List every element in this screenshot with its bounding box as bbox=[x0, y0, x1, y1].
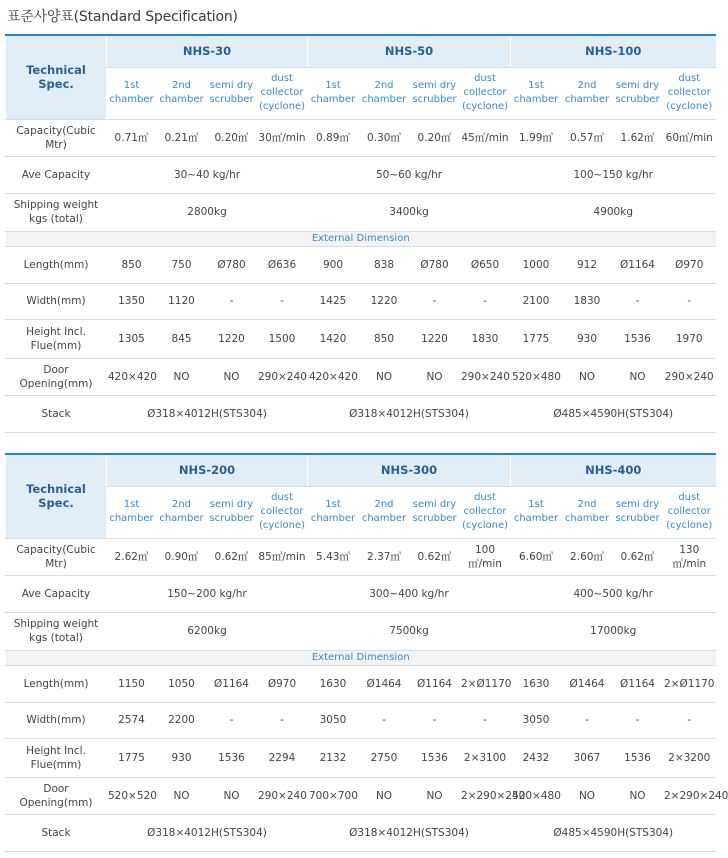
row-label: Height Incl. Flue(mm) bbox=[6, 319, 107, 358]
sub-header: 1st chamber bbox=[511, 67, 562, 119]
table-cell: Ø1164 bbox=[613, 246, 663, 283]
row-label: Shipping weight kgs (total) bbox=[6, 612, 107, 650]
table-cell: 300~400 kg/hr bbox=[308, 575, 511, 612]
table-row bbox=[6, 156, 716, 193]
table-cell: 2294 bbox=[257, 738, 308, 777]
sub-header: semi dry scrubber bbox=[410, 486, 460, 538]
table-cell: - bbox=[562, 702, 613, 738]
table-cell: - bbox=[257, 702, 308, 738]
sub-header: 1st chamber bbox=[107, 67, 157, 119]
table-cell: Ø636 bbox=[257, 246, 308, 283]
table-cell: 1305 bbox=[107, 319, 157, 358]
table-cell: 3067 bbox=[562, 738, 613, 777]
table-cell: Ø485×4590H(STS304) bbox=[511, 395, 716, 432]
table-cell: 520×480 bbox=[511, 777, 562, 814]
table-cell: 1350 bbox=[107, 283, 157, 319]
table-row bbox=[6, 246, 716, 283]
section-header: External Dimension bbox=[6, 650, 716, 665]
table-cell: 1830 bbox=[562, 283, 613, 319]
table-cell: 0.62㎥ bbox=[207, 538, 257, 575]
table-cell: Ø780 bbox=[207, 246, 257, 283]
table-cell: 2×Ø1170 bbox=[663, 665, 716, 702]
table-cell: 2×290×240 bbox=[460, 777, 511, 814]
sub-header: 2nd chamber bbox=[157, 486, 207, 538]
table-row bbox=[6, 575, 716, 612]
table-cell: 1425 bbox=[308, 283, 359, 319]
table-cell: 17000kg bbox=[511, 612, 716, 650]
table-cell: 130㎥/min bbox=[663, 538, 716, 575]
table-cell: 290×240 bbox=[257, 358, 308, 395]
table-cell: Ø1164 bbox=[207, 665, 257, 702]
table-cell: 30~40 kg/hr bbox=[107, 156, 308, 193]
table-cell: 1775 bbox=[107, 738, 157, 777]
table-cell: 2.62㎥ bbox=[107, 538, 157, 575]
sub-header: dust collector (cyclone) bbox=[257, 67, 308, 119]
table-cell: Ø970 bbox=[257, 665, 308, 702]
table-cell: - bbox=[460, 702, 511, 738]
table-cell: 838 bbox=[359, 246, 410, 283]
table-cell: 1.99㎥ bbox=[511, 119, 562, 156]
table-cell: - bbox=[663, 702, 716, 738]
table-cell: 1000 bbox=[511, 246, 562, 283]
table-row bbox=[6, 358, 716, 395]
table-cell: 150~200 kg/hr bbox=[107, 575, 308, 612]
table-cell: 845 bbox=[157, 319, 207, 358]
table-cell: 50~60 kg/hr bbox=[308, 156, 511, 193]
table-cell: - bbox=[410, 283, 460, 319]
table-cell: 0.21㎥ bbox=[157, 119, 207, 156]
table-row bbox=[6, 35, 716, 67]
table-row bbox=[6, 231, 716, 246]
table-cell: 3050 bbox=[511, 702, 562, 738]
table-row bbox=[6, 486, 716, 538]
table-cell: 520×520 bbox=[107, 777, 157, 814]
table-cell: NO bbox=[613, 777, 663, 814]
sub-header: 2nd chamber bbox=[359, 486, 410, 538]
table-cell: 2132 bbox=[308, 738, 359, 777]
table-cell: 290×240 bbox=[460, 358, 511, 395]
table-cell: - bbox=[663, 283, 716, 319]
sub-header: dust collector (cyclone) bbox=[663, 67, 716, 119]
table-cell: - bbox=[359, 702, 410, 738]
table-cell: 930 bbox=[562, 319, 613, 358]
table-row bbox=[6, 650, 716, 665]
sub-header: 2nd chamber bbox=[157, 67, 207, 119]
row-label: Door Opening(mm) bbox=[6, 358, 107, 395]
table-cell: 1220 bbox=[410, 319, 460, 358]
table-cell: 0.62㎥ bbox=[410, 538, 460, 575]
table-row bbox=[6, 612, 716, 650]
table-cell: - bbox=[613, 702, 663, 738]
table-cell: 1536 bbox=[207, 738, 257, 777]
table-cell: 0.90㎥ bbox=[157, 538, 207, 575]
table-row bbox=[6, 283, 716, 319]
table-cell: Ø1164 bbox=[613, 665, 663, 702]
table-cell: 30㎥/min bbox=[257, 119, 308, 156]
table-cell: 912 bbox=[562, 246, 613, 283]
table-cell: 2×3100 bbox=[460, 738, 511, 777]
table-cell: 100㎥/min bbox=[460, 538, 511, 575]
table-cell: NO bbox=[359, 358, 410, 395]
row-label: Width(mm) bbox=[6, 702, 107, 738]
spec-table bbox=[5, 34, 716, 433]
row-label: Capacity(Cubic Mtr) bbox=[6, 538, 107, 575]
table-cell: 0.30㎥ bbox=[359, 119, 410, 156]
sub-header: semi dry scrubber bbox=[207, 486, 257, 538]
table-cell: 1050 bbox=[157, 665, 207, 702]
spec-header: Technical Spec. bbox=[6, 454, 107, 538]
table-cell: 1536 bbox=[613, 319, 663, 358]
table-cell: - bbox=[613, 283, 663, 319]
sub-header: semi dry scrubber bbox=[613, 67, 663, 119]
table-cell: 3400kg bbox=[308, 193, 511, 231]
row-label: Stack bbox=[6, 395, 107, 432]
sub-header: dust collector (cyclone) bbox=[663, 486, 716, 538]
table-row bbox=[6, 538, 716, 575]
table-cell: 1420 bbox=[308, 319, 359, 358]
sub-header: 1st chamber bbox=[511, 486, 562, 538]
table-cell: NO bbox=[207, 777, 257, 814]
table-cell: 0.20㎥ bbox=[410, 119, 460, 156]
row-label: Stack bbox=[6, 814, 107, 851]
table-cell: 1775 bbox=[511, 319, 562, 358]
table-cell: Ø318×4012H(STS304) bbox=[308, 814, 511, 851]
table-row bbox=[6, 119, 716, 156]
table-cell: 5.43㎥ bbox=[308, 538, 359, 575]
sub-header: semi dry scrubber bbox=[613, 486, 663, 538]
table-row bbox=[6, 319, 716, 358]
table-cell: NO bbox=[157, 358, 207, 395]
section-header: External Dimension bbox=[6, 231, 716, 246]
table-cell: 290×240 bbox=[663, 358, 716, 395]
table-cell: 100~150 kg/hr bbox=[511, 156, 716, 193]
table-cell: 400~500 kg/hr bbox=[511, 575, 716, 612]
table-cell: 2574 bbox=[107, 702, 157, 738]
table-row bbox=[6, 665, 716, 702]
table-cell: 1.62㎥ bbox=[613, 119, 663, 156]
spec-table bbox=[5, 453, 728, 852]
table-row bbox=[6, 454, 716, 486]
table-cell: 0.89㎥ bbox=[308, 119, 359, 156]
model-name: NHS-400 bbox=[511, 454, 716, 486]
table-cell: Ø650 bbox=[460, 246, 511, 283]
table-cell: 420×420 bbox=[107, 358, 157, 395]
table-cell: 1150 bbox=[107, 665, 157, 702]
model-name: NHS-100 bbox=[511, 35, 716, 67]
table-cell: NO bbox=[562, 358, 613, 395]
table-row bbox=[6, 395, 716, 432]
model-name: NHS-50 bbox=[308, 35, 511, 67]
table-cell: 0.71㎥ bbox=[107, 119, 157, 156]
table-cell: 2×3200 bbox=[663, 738, 716, 777]
table-cell: - bbox=[460, 283, 511, 319]
sub-header: 1st chamber bbox=[308, 486, 359, 538]
table-cell: 850 bbox=[107, 246, 157, 283]
table-cell: Ø1464 bbox=[359, 665, 410, 702]
row-label: Capacity(Cubic Mtr) bbox=[6, 119, 107, 156]
table-cell: Ø1464 bbox=[562, 665, 613, 702]
model-name: NHS-200 bbox=[107, 454, 308, 486]
table-cell: 1970 bbox=[663, 319, 716, 358]
table-cell: 3050 bbox=[308, 702, 359, 738]
table-cell: Ø970 bbox=[663, 246, 716, 283]
table-row bbox=[6, 814, 716, 851]
row-label: Length(mm) bbox=[6, 246, 107, 283]
table-cell: 85㎥/min bbox=[257, 538, 308, 575]
table-cell: 2200 bbox=[157, 702, 207, 738]
table-cell: 6.60㎥ bbox=[511, 538, 562, 575]
sub-header: dust collector (cyclone) bbox=[460, 67, 511, 119]
sub-header: 2nd chamber bbox=[562, 67, 613, 119]
page-title: 표준사양표(Standard Specification) bbox=[7, 9, 238, 25]
table-cell: 2×Ø1170 bbox=[460, 665, 511, 702]
table-cell: 1630 bbox=[511, 665, 562, 702]
row-label: Width(mm) bbox=[6, 283, 107, 319]
sub-header: dust collector (cyclone) bbox=[460, 486, 511, 538]
row-label: Ave Capacity bbox=[6, 575, 107, 612]
table-cell: NO bbox=[410, 777, 460, 814]
table-cell: 930 bbox=[157, 738, 207, 777]
table-cell: NO bbox=[207, 358, 257, 395]
table-cell: 2432 bbox=[511, 738, 562, 777]
sub-header: semi dry scrubber bbox=[207, 67, 257, 119]
table-cell: 900 bbox=[308, 246, 359, 283]
table-cell: 1220 bbox=[359, 283, 410, 319]
table-cell: 290×240 bbox=[257, 777, 308, 814]
table-cell: 750 bbox=[157, 246, 207, 283]
table-cell: NO bbox=[613, 358, 663, 395]
model-name: NHS-300 bbox=[308, 454, 511, 486]
sub-header: 2nd chamber bbox=[359, 67, 410, 119]
table-cell: 2.37㎥ bbox=[359, 538, 410, 575]
table-cell: Ø780 bbox=[410, 246, 460, 283]
table-cell: 45㎥/min bbox=[460, 119, 511, 156]
row-label: Height Incl. Flue(mm) bbox=[6, 738, 107, 777]
table-cell: 2750 bbox=[359, 738, 410, 777]
table-cell: - bbox=[257, 283, 308, 319]
table-row bbox=[6, 67, 716, 119]
table-cell: NO bbox=[410, 358, 460, 395]
table-cell: 1830 bbox=[460, 319, 511, 358]
table-cell: 60㎥/min bbox=[663, 119, 716, 156]
row-label: Shipping weight kgs (total) bbox=[6, 193, 107, 231]
table-row bbox=[6, 738, 716, 777]
table-cell: 1220 bbox=[207, 319, 257, 358]
table-cell: 1536 bbox=[613, 738, 663, 777]
table-cell: 1536 bbox=[410, 738, 460, 777]
table-cell: Ø318×4012H(STS304) bbox=[107, 814, 308, 851]
table-cell: Ø318×4012H(STS304) bbox=[308, 395, 511, 432]
table-cell: 1120 bbox=[157, 283, 207, 319]
table-cell: 1500 bbox=[257, 319, 308, 358]
table-cell: NO bbox=[562, 777, 613, 814]
row-label: Length(mm) bbox=[6, 665, 107, 702]
table-row bbox=[6, 777, 716, 814]
table-cell: 2100 bbox=[511, 283, 562, 319]
table-cell: Ø318×4012H(STS304) bbox=[107, 395, 308, 432]
table-cell: Ø1164 bbox=[410, 665, 460, 702]
table-cell: - bbox=[207, 702, 257, 738]
table-row bbox=[6, 702, 716, 738]
table-cell: 0.20㎥ bbox=[207, 119, 257, 156]
table-cell: 4900kg bbox=[511, 193, 716, 231]
table-cell: - bbox=[207, 283, 257, 319]
table-cell: 0.62㎥ bbox=[613, 538, 663, 575]
table-cell: 2×290×240 bbox=[663, 777, 716, 814]
sub-header: dust collector (cyclone) bbox=[257, 486, 308, 538]
table-cell: 850 bbox=[359, 319, 410, 358]
table-cell: 6200kg bbox=[107, 612, 308, 650]
table-cell: 2.60㎥ bbox=[562, 538, 613, 575]
table-cell: 700×700 bbox=[308, 777, 359, 814]
table-cell: Ø485×4590H(STS304) bbox=[511, 814, 716, 851]
sub-header: semi dry scrubber bbox=[410, 67, 460, 119]
model-name: NHS-30 bbox=[107, 35, 308, 67]
table-cell: NO bbox=[157, 777, 207, 814]
spec-header: Technical Spec. bbox=[6, 35, 107, 119]
table-cell: 7500kg bbox=[308, 612, 511, 650]
table-cell: 0.57㎥ bbox=[562, 119, 613, 156]
table-cell: 420×420 bbox=[308, 358, 359, 395]
sub-header: 2nd chamber bbox=[562, 486, 613, 538]
table-cell: NO bbox=[359, 777, 410, 814]
table-cell: - bbox=[410, 702, 460, 738]
table-cell: 2800kg bbox=[107, 193, 308, 231]
row-label: Door Opening(mm) bbox=[6, 777, 107, 814]
sub-header: 1st chamber bbox=[308, 67, 359, 119]
table-cell: 520×480 bbox=[511, 358, 562, 395]
table-cell: 1630 bbox=[308, 665, 359, 702]
sub-header: 1st chamber bbox=[107, 486, 157, 538]
table-row bbox=[6, 193, 716, 231]
row-label: Ave Capacity bbox=[6, 156, 107, 193]
